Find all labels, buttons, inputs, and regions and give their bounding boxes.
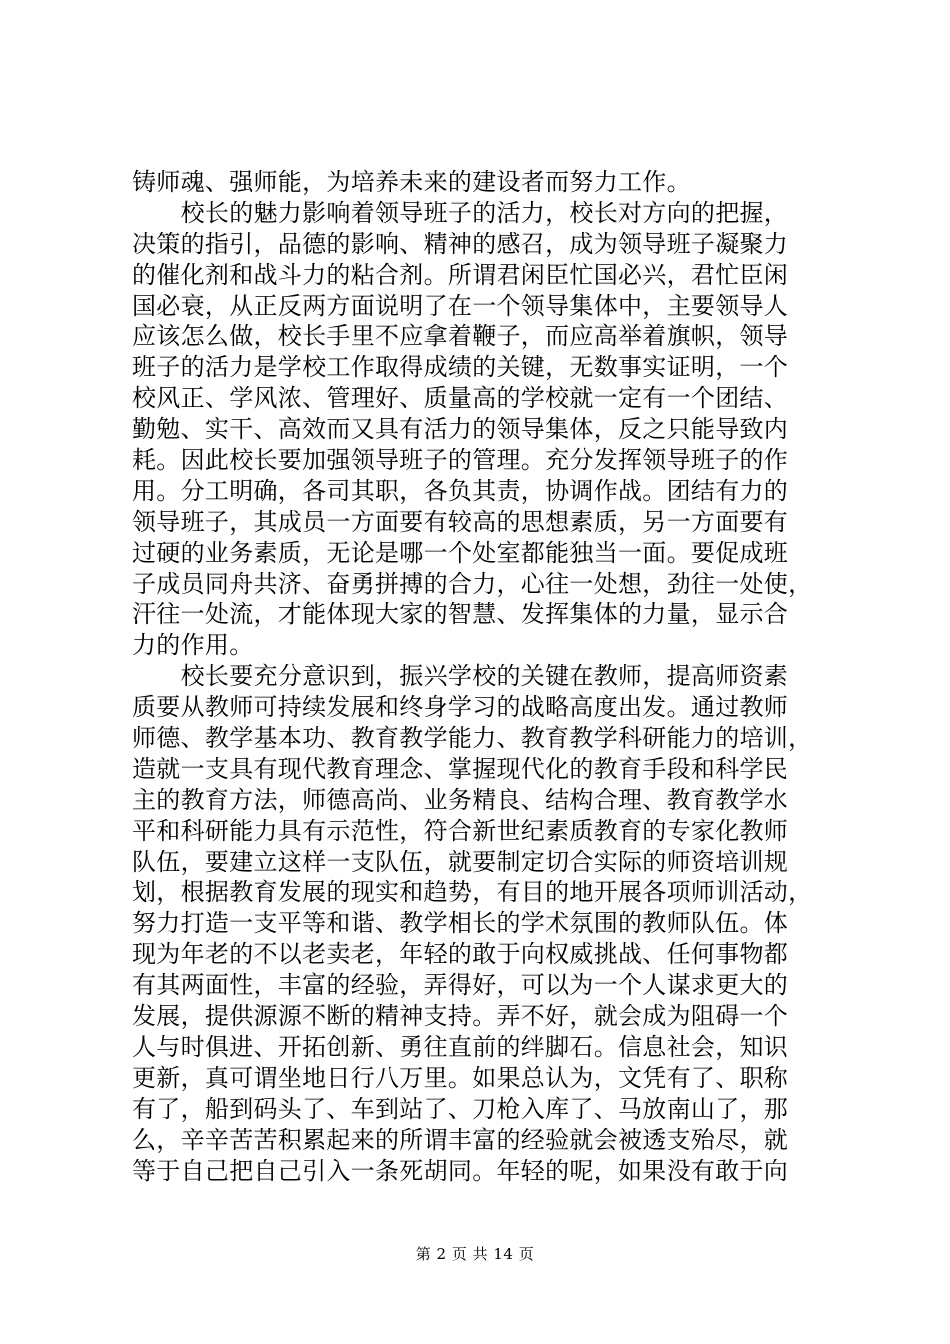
- text-line: 有其两面性，丰富的经验，弄得好，可以为一个人谋求更大的: [132, 971, 789, 1000]
- text-line: 主的教育方法，师德高尚、业务精良、结构合理、教育教学水: [132, 785, 789, 814]
- text-line: 有了，船到码头了、车到站了、刀枪入库了、马放南山了，那: [132, 1094, 789, 1123]
- text-line: 师德、教学基本功、教育教学能力、教育教学科研能力的培训，: [132, 724, 813, 753]
- text-line: 勤勉、实干、高效而又具有活力的领导集体，反之只能导致内: [132, 415, 789, 444]
- text-line: 发展，提供源源不断的精神支持。弄不好，就会成为阻碍一个: [132, 1002, 789, 1031]
- text-line: 应该怎么做，校长手里不应拿着鞭子，而应高举着旗帜，领导: [132, 322, 789, 351]
- text-line: 决策的指引，品德的影响、精神的感召，成为领导班子凝聚力: [132, 229, 789, 258]
- text-line: 子成员同舟共济、奋勇拼搏的合力，心往一处想，劲往一处使，: [132, 569, 813, 598]
- text-line: 等于自己把自己引入一条死胡同。年轻的呢，如果没有敢于向: [132, 1156, 789, 1185]
- text-line: 力的作用。: [132, 631, 254, 660]
- text-line: 造就一支具有现代教育理念、掌握现代化的教育手段和科学民: [132, 754, 789, 783]
- text-line: 队伍，要建立这样一支队伍，就要制定切合实际的师资培训规: [132, 847, 789, 876]
- text-line: 铸师魂、强师能，为培养未来的建设者而努力工作。: [132, 168, 691, 196]
- text-line: 用。分工明确，各司其职，各负其责，协调作战。团结有力的: [132, 476, 789, 505]
- text-line: 班子的活力是学校工作取得成绩的关键，无数事实证明，一个: [132, 353, 789, 382]
- text-line: 领导班子，其成员一方面要有较高的思想素质，另一方面要有: [132, 507, 789, 536]
- text-line: 努力打造一支平等和谐、教学相长的学术氛围的教师队伍。体: [132, 909, 789, 938]
- text-line: 平和科研能力具有示范性，符合新世纪素质教育的专家化教师: [132, 816, 789, 845]
- text-line: 质要从教师可持续发展和终身学习的战略高度出发。通过教师: [132, 693, 789, 722]
- text-line: 么，辛辛苦苦积累起来的所谓丰富的经验就会被透支殆尽，就: [132, 1125, 789, 1154]
- text-line: 校长要充分意识到，振兴学校的关键在教师，提高师资素: [132, 662, 789, 691]
- text-line: 人与时俱进、开拓创新、勇往直前的绊脚石。信息社会，知识: [132, 1032, 789, 1061]
- text-line: 校长的魅力影响着领导班子的活力，校长对方向的把握，: [132, 198, 789, 227]
- text-line: 校风正、学风浓、管理好、质量高的学校就一定有一个团结、: [132, 384, 789, 413]
- text-line: 耗。因此校长要加强领导班子的管理。充分发挥领导班子的作: [132, 446, 789, 475]
- text-line: 汗往一处流，才能体现大家的智慧、发挥集体的力量，显示合: [132, 600, 789, 629]
- text-line: 过硬的业务素质，无论是哪一个处室都能独当一面。要促成班: [132, 538, 789, 567]
- text-line: 现为年老的不以老卖老，年轻的敢于向权威挑战、任何事物都: [132, 940, 789, 969]
- text-line: 划，根据教育发展的现实和趋势，有目的地开展各项师训活动，: [132, 878, 813, 907]
- page-number-footer: 第 2 页 共 14 页: [415, 1245, 535, 1263]
- text-line: 更新，真可谓坐地日行八万里。如果总认为，文凭有了、职称: [132, 1063, 789, 1092]
- body-text: [132, 167, 832, 1186]
- text-line: 的催化剂和战斗力的粘合剂。所谓君闲臣忙国必兴，君忙臣闲: [132, 260, 789, 289]
- text-line: 国必衰，从正反两方面说明了在一个领导集体中，主要领导人: [132, 291, 789, 320]
